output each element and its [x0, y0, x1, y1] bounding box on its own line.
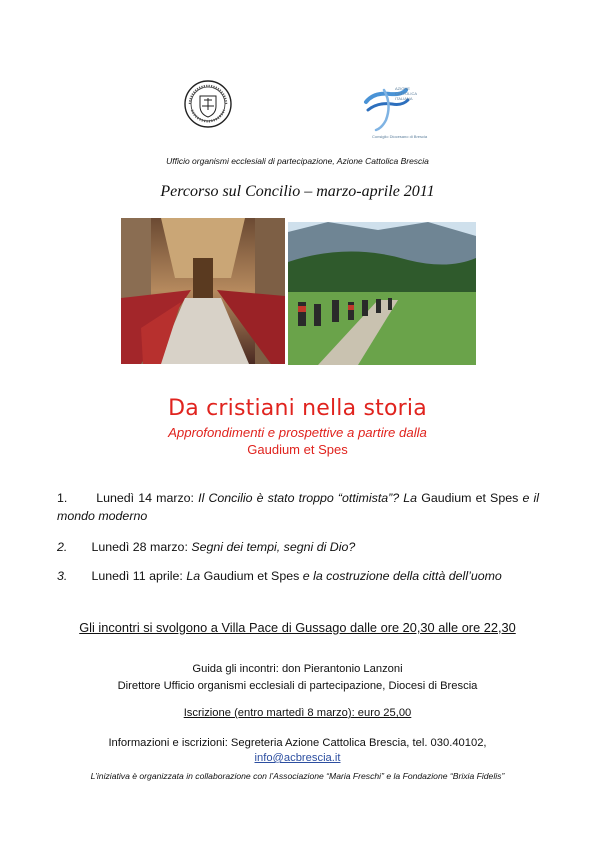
item-number: 2.	[57, 540, 68, 554]
item-date: Lunedì 11 aprile:	[91, 569, 183, 583]
meeting-info: Gli incontri si svolgono a Villa Pace di Gussago dalle ore 20,30 alle ore 22,30	[79, 620, 516, 635]
registration-info: Iscrizione (entro martedì 8 marzo): euro 25,00	[183, 707, 412, 719]
ac-logo-line-3: ITALIANA	[395, 96, 413, 101]
guide-line	[0, 663, 595, 675]
ac-logo-line-1: AZIONE	[395, 86, 410, 91]
director-line: Direttore Ufficio organismi ecclesiali di partecipazione, Diocesi di Brescia	[117, 680, 478, 692]
subtitle: Approfondimenti e prospettive a partire dalla	[168, 425, 427, 440]
ac-logo-subtitle: Consiglio Diocesano di Brescia	[372, 134, 428, 139]
diocese-seal-logo	[184, 80, 232, 128]
item-date: Lunedì 14 marzo:	[96, 491, 194, 505]
program-item-2	[57, 538, 539, 556]
office-line: Ufficio organismi ecclesiali di partecipazione, Azione Cattolica Brescia	[166, 156, 429, 166]
item-topic: Il Concilio è stato troppo “ottimista”? La	[198, 491, 418, 505]
main-title: Da cristiani nella storia	[168, 396, 427, 421]
item-topic-end: e il mondo moderno	[57, 491, 539, 523]
guide-label: Guida gli incontri:	[192, 663, 279, 675]
azione-cattolica-logo	[362, 80, 422, 138]
subtitle-gaudium-et-spes: Gaudium et Spes	[247, 442, 348, 457]
item-topic: La	[186, 569, 201, 583]
course-title: Percorso sul Concilio – marzo-aprile 2011	[160, 183, 435, 200]
item-topic-end: e la costruzione della città dell’uomo	[302, 569, 502, 583]
item-number: 1.	[57, 491, 68, 505]
item-number: 3.	[57, 569, 68, 583]
footnote: L’iniziativa è organizzata in collaborazione con l’Associazione “Maria Freschi” e la Fondazione “Brixia Fidelis”	[90, 771, 505, 781]
item-topic-roman: Gaudium et Spes	[203, 569, 300, 583]
item-topic-roman: Gaudium et Spes	[421, 491, 519, 505]
guide-name: don Pierantonio Lanzoni	[281, 663, 403, 675]
item-date: Lunedì 28 marzo:	[91, 540, 188, 554]
contact-info: Informazioni e iscrizioni: Segreteria Azione Cattolica Brescia, tel. 030.40102,	[108, 737, 487, 749]
program-item-3	[57, 567, 539, 585]
program-item-1	[57, 489, 539, 525]
basilica-council-photo	[121, 218, 285, 364]
item-topic: Segni dei tempi, segni di Dio?	[191, 540, 356, 554]
ac-logo-line-2: CATTOLICA	[395, 91, 418, 96]
email-link[interactable]: info@acbrescia.it	[254, 752, 341, 764]
pilgrims-walking-photo	[288, 222, 476, 365]
